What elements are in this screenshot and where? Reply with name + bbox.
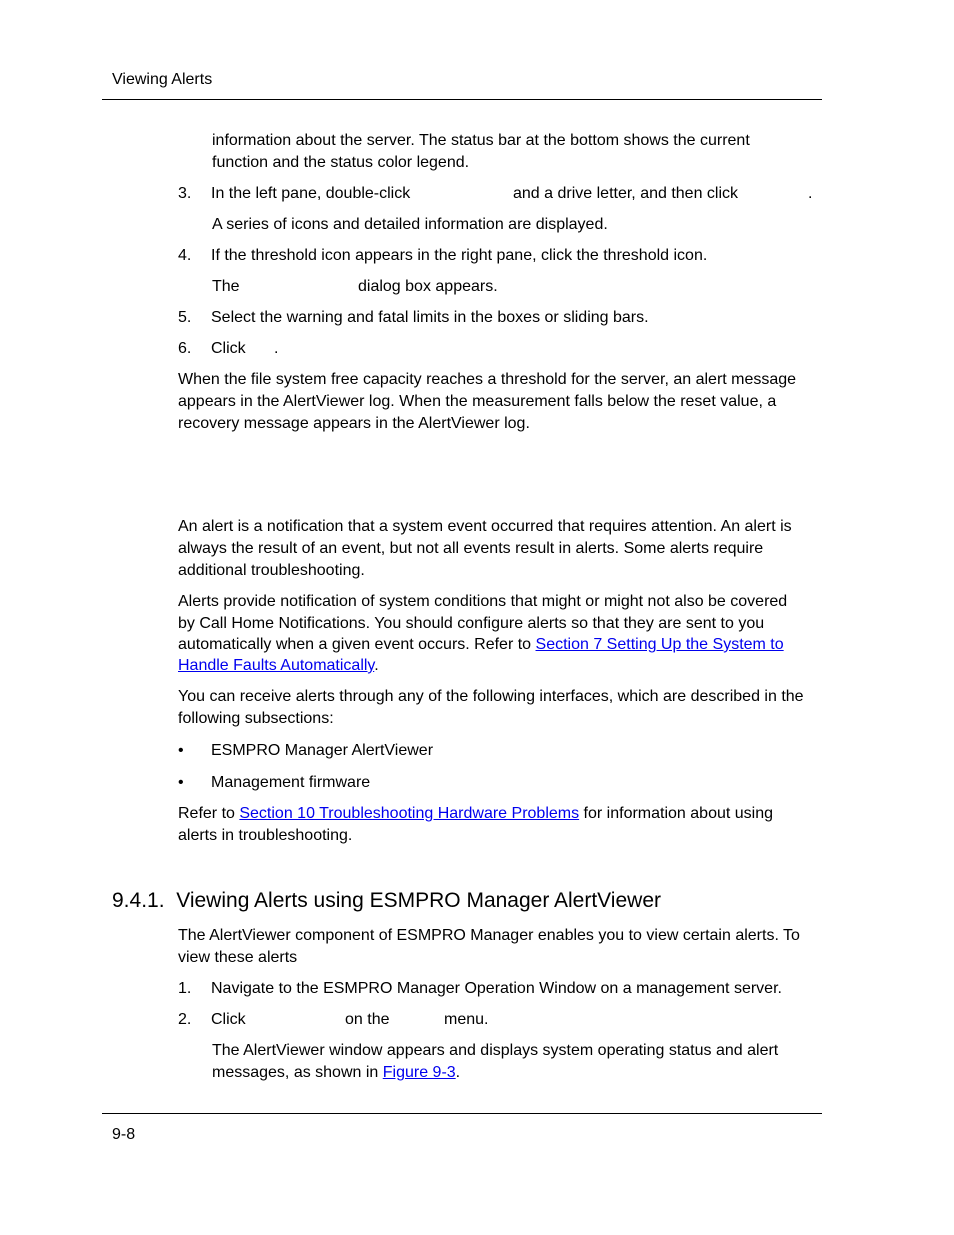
alerts-paragraph-2-text: automatically when a given event occurs. Refer to bbox=[178, 636, 536, 653]
section-10-link[interactable]: Section 10 Troubleshooting Hardware Problems bbox=[239, 805, 580, 822]
section-step-1-text: Navigate to the ESMPRO Manager Operation Window on a management server. bbox=[211, 980, 782, 997]
step-3-text-c: . bbox=[808, 185, 813, 202]
alerts-paragraph-1-line-3: additional troubleshooting. bbox=[178, 562, 365, 579]
continuation-line-1: information about the server. The status bar at the bottom shows the current bbox=[212, 132, 750, 149]
step-4-note-a: The bbox=[212, 278, 240, 295]
section-note-text-a: messages, as shown in bbox=[212, 1064, 383, 1081]
alerts-paragraph-1-line-2: always the result of an event, but not all events result in alerts. Some alerts require bbox=[178, 540, 764, 557]
section-note-line-2 bbox=[212, 1062, 460, 1084]
step-5-text: Select the warning and fatal limits in the boxes or sliding bars. bbox=[211, 309, 649, 326]
alerts-paragraph-2-line-3 bbox=[178, 634, 784, 656]
step-3-text-a: In the left pane, double-click bbox=[211, 185, 411, 202]
header-rule bbox=[102, 99, 822, 100]
step-4-text: If the threshold icon appears in the right pane, click the threshold icon. bbox=[211, 247, 708, 264]
threshold-paragraph-line-1: When the file system free capacity reaches a threshold for the server, an alert message bbox=[178, 371, 797, 388]
step-4-number: 4. bbox=[178, 247, 192, 264]
bullet-icon: • bbox=[178, 742, 184, 759]
section-heading: 9.4.1. Viewing Alerts using ESMPRO Manager AlertViewer bbox=[112, 889, 661, 912]
alerts-paragraph-2-line-1: Alerts provide notification of system conditions that might or might not also be covered bbox=[178, 593, 788, 610]
step-3-text-b: and a drive letter, and then click bbox=[513, 185, 739, 202]
section-step-2-text-c: menu. bbox=[444, 1011, 489, 1028]
step-6-text-a: Click bbox=[211, 340, 246, 357]
section-step-2-text-a: Click bbox=[211, 1011, 246, 1028]
alerts-paragraph-3-line-2: following subsections: bbox=[178, 710, 334, 727]
alerts-paragraph-4-line-1 bbox=[178, 803, 773, 825]
footer-rule bbox=[102, 1113, 822, 1114]
alerts-paragraph-4-text-a: Refer to bbox=[178, 805, 240, 822]
step-3-note: A series of icons and detailed information are displayed. bbox=[212, 216, 608, 233]
step-5-number: 5. bbox=[178, 309, 192, 326]
figure-9-3-link[interactable]: Figure 9-3 bbox=[382, 1064, 456, 1081]
step-6-text-b: . bbox=[274, 340, 279, 357]
bullet-item: ESMPRO Manager AlertViewer bbox=[211, 742, 434, 759]
alerts-paragraph-3-line-1: You can receive alerts through any of the following interfaces, which are described in the bbox=[178, 688, 804, 705]
continuation-line-2: function and the status color legend. bbox=[212, 154, 470, 171]
section-step-2-text-b: on the bbox=[345, 1011, 390, 1028]
alerts-paragraph-2-period: . bbox=[374, 657, 379, 674]
alerts-paragraph-4-line-2: alerts in troubleshooting. bbox=[178, 827, 353, 844]
alerts-paragraph-1-line-1: An alert is a notification that a system event occurred that requires attention. An alert is bbox=[178, 518, 792, 535]
section-note-period: . bbox=[455, 1064, 461, 1081]
threshold-paragraph-line-3: recovery message appears in the AlertViewer log. bbox=[178, 415, 530, 432]
section-intro-line-2: view these alerts bbox=[178, 949, 298, 966]
section-7-link-part-1[interactable]: Section 7 Setting Up the System to bbox=[535, 636, 784, 653]
threshold-paragraph-line-2: appears in the AlertViewer log. When the measurement falls below the reset value, a bbox=[178, 393, 777, 410]
step-4-note-b: dialog box appears. bbox=[358, 278, 498, 295]
alerts-paragraph-4-text-b: for information about using bbox=[579, 805, 773, 822]
section-step-2-number: 2. bbox=[178, 1011, 192, 1028]
step-6-number: 6. bbox=[178, 340, 192, 357]
running-header: Viewing Alerts bbox=[112, 71, 213, 88]
alerts-paragraph-2-line-2: by Call Home Notifications. You should configure alerts so that they are sent to you bbox=[178, 615, 765, 632]
section-7-link-part-2[interactable]: Handle Faults Automatically bbox=[178, 657, 375, 674]
alerts-paragraph-2-line-4 bbox=[178, 655, 379, 677]
section-step-1-number: 1. bbox=[178, 980, 192, 997]
page-number: 9-8 bbox=[112, 1126, 136, 1143]
bullet-icon: • bbox=[178, 774, 184, 791]
section-note-line-1: The AlertViewer window appears and displays system operating status and alert bbox=[212, 1042, 779, 1059]
section-intro-line-1: The AlertViewer component of ESMPRO Manager enables you to view certain alerts. To bbox=[178, 927, 800, 944]
step-3-number: 3. bbox=[178, 185, 192, 202]
bullet-item: Management firmware bbox=[211, 774, 371, 791]
